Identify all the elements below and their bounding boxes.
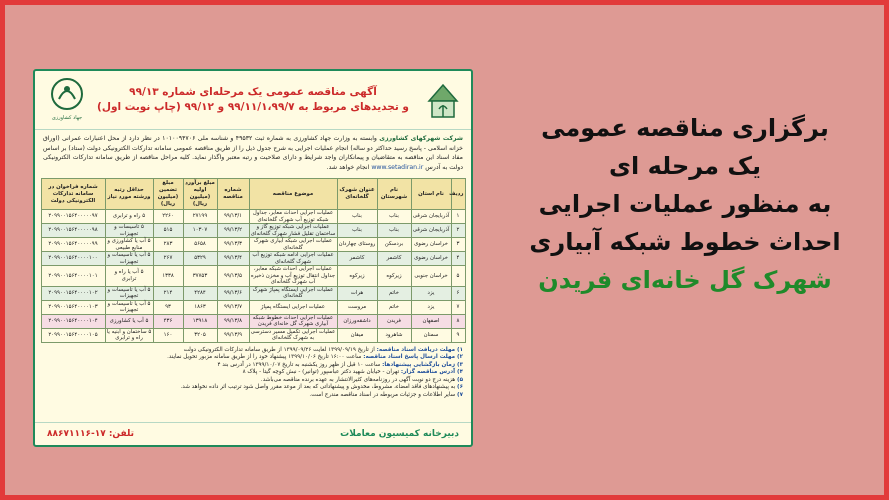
table-cell: ۹۹/۱۳/۳ xyxy=(217,238,249,252)
table-cell: ۵۱۵ xyxy=(153,224,183,238)
table-cell: ۹۹/۱۳/۴ xyxy=(217,252,249,266)
table-header-cell: نام شهرستان xyxy=(377,179,411,210)
table-cell: ۲۲۶۰ xyxy=(153,210,183,224)
notice-title-line1: آگهی مناقصه عمومی یک مرحله‌ای شماره ۹۹/۱۳ xyxy=(129,86,377,98)
headline-line4: احداث خطوط شبکه آبیاری xyxy=(529,228,841,256)
table-cell: ۲ xyxy=(451,224,465,238)
table-row xyxy=(41,300,465,314)
table-cell: یزد xyxy=(411,286,451,300)
table-cell: فریدن xyxy=(377,314,411,328)
intro-text: وابسته به وزارت جهاد کشاورزی به شماره ثبت ۴۹۵۳۲ و شناسه ملی ۱۰۱۰۰۹۴۷۰۶ در نظر دارد از محل اعتبارات عمرانی (اوراق خزانه اسلامی - پاسخ رسید حداکثر دو ساله) انجام عملیات اجرایی به شرح جدول ذیل را از طریق مناقصه عمومی سامانه تدارکات الکترونیکی دولت (ستاد) بر اساس مفاد اسناد این مناقصه به متقاضیان و پیمانکاران واجد شرایط و دارای صلاحیت و رتبه معتبر واگذار نماید. کلیه مراحل مناقصه از طریق سامانه تدارکات الکترونیکی دولت به آدرس xyxy=(43,135,463,171)
table-cell: ۱۶۰ xyxy=(153,328,183,342)
table-row xyxy=(41,238,465,252)
table-cell: آذربایجان شرقی xyxy=(411,210,451,224)
tender-notice xyxy=(33,69,473,447)
table-header-cell: مبلغ تضمین (میلیون ریال) xyxy=(153,179,183,210)
table-cell: خراسان جنوبی xyxy=(411,266,451,287)
table-row xyxy=(41,314,465,328)
table-cell: روستای چهاردان xyxy=(337,238,377,252)
table-cell: ۲۰۹۹۰۰۱۵۶۴۰۰۰۰۰۹۷ xyxy=(41,210,105,224)
logo-caption: جهاد کشاورزی xyxy=(51,115,83,121)
jihad-logo xyxy=(43,77,91,123)
table-cell: ۵ آب یا تاسیسات و تجهیزات xyxy=(105,300,153,314)
table-cell: داشقه‌ورزان xyxy=(337,314,377,328)
table-row xyxy=(41,210,465,224)
table-cell: عملیات اجرایی ادامه شبکه توزیع آب شهرک گلخانه‌ای xyxy=(249,252,337,266)
note-item xyxy=(43,392,463,400)
note-item xyxy=(43,384,463,392)
intro-org: شرکت شهرکهای کشاورزی xyxy=(379,135,463,142)
table-cell: خاتم xyxy=(377,300,411,314)
table-cell: ۹۹/۱۳/۸ xyxy=(217,314,249,328)
table-cell: ۴ xyxy=(451,252,465,266)
table-cell: ۱۳۳۸ xyxy=(153,266,183,287)
table-cell: ۶ xyxy=(451,286,465,300)
table-cell: بناب xyxy=(377,210,411,224)
table-cell: عملیات اجرایی احداث شبکه معابر، جداول انتقال توزیع آب و مخزن ذخیره آب شهرک گلخانه‌ای xyxy=(250,266,336,285)
signature: دبیرخانه کمیسیون معاملات xyxy=(340,429,459,439)
table-cell: شاهرود xyxy=(377,328,411,342)
table-cell: خراسان رضوی xyxy=(411,238,451,252)
phone-number: تلفن: ۱۷-۸۸۶۷۱۱۱۶ xyxy=(47,429,135,439)
table-cell: زیرکوه xyxy=(377,266,411,287)
table-cell: ۱ xyxy=(451,210,465,224)
note-text: هزینه درج دو نوبت آگهی در روزنامه‌های کثیرالانتشار به عهده برنده مناقصه می‌باشد. xyxy=(260,376,456,383)
note-text: ساعت ۱۶:۰۰ تاریخ ۱۳۹۹/۱۰/۰۶ پیشنهاد خود را از طریق سامانه مزبور تحویل نمایند. xyxy=(167,354,362,361)
table-cell: ۸ xyxy=(451,314,465,328)
table-cell: ۵ آب یا تاسیسات و تجهیزات xyxy=(105,286,153,300)
table-cell: بناب xyxy=(377,224,411,238)
notice-title-line2: و تجدیدهای مربوط به ۹۹/۱۱/۱،۹۹/۷ و ۹۹/۱۲ (چاپ نوبت اول) xyxy=(97,101,409,113)
table-cell: ۴۲۸۴ xyxy=(183,286,217,300)
table-cell: ۲۰۹۹۰۰۱۵۶۴۰۰۰۰۱۰۳ xyxy=(41,300,105,314)
table-header-cell: شماره مناقصه xyxy=(217,179,249,210)
notice-intro xyxy=(35,130,471,176)
table-cell: یزد xyxy=(411,300,451,314)
table-cell: خراسان رضوی xyxy=(411,252,451,266)
table-cell: ۹۳ xyxy=(153,300,183,314)
headline-line5: شهرک گل خانه‌ای فریدن xyxy=(538,266,832,294)
table-body xyxy=(41,210,465,343)
greenhouse-logo-icon xyxy=(423,77,463,123)
notice-notes xyxy=(35,343,471,409)
table-row xyxy=(41,224,465,238)
table-cell: ۵۶۵۸ xyxy=(183,238,217,252)
table-cell: میقان xyxy=(337,328,377,342)
note-item xyxy=(43,354,463,362)
table-cell: ۲۰۹۹۰۰۱۵۶۴۰۰۰۰۱۰۴ xyxy=(41,314,105,328)
table-cell: ۳۷۷۵۳ xyxy=(183,266,217,287)
table-cell: ۵ آب یا کشاورزی و منابع طبیعی xyxy=(105,238,153,252)
table-cell: ۹۹/۱۳/۲ xyxy=(217,224,249,238)
table-cell: ۱۸۶۳ xyxy=(183,300,217,314)
table-cell: خاتم xyxy=(377,286,411,300)
note-text: سایر اطلاعات و جزئیات مربوطه در اسناد مناقصه مندرج است. xyxy=(309,392,456,399)
note-label: ۲) مهلت ارسال پاسخ اسناد مناقصه: xyxy=(363,354,463,361)
headline-line2: یک مرحله ای xyxy=(609,152,761,180)
table-cell: سمنان xyxy=(411,328,451,342)
table-cell: عملیات اجرایی شبکه توزیع گاز و ساختمان تقلیل فشار شهرک گلخانه‌ای xyxy=(250,224,336,237)
table-cell: اصفهان xyxy=(411,314,451,328)
note-item xyxy=(43,347,463,355)
table-cell: ۱۳۹۱۸ xyxy=(183,314,217,328)
table-cell: عملیات اجرایی تکمیل مسیر دسترسی به شهرک گلخانه‌ای xyxy=(250,328,336,341)
table-cell: ۵ راه و ترابری xyxy=(105,210,153,224)
note-item xyxy=(43,369,463,377)
table-cell: ۹۹/۱۳/۶ xyxy=(217,286,249,300)
table-cell: ۲۰۹۹۰۰۱۵۶۴۰۰۰۰۰۹۹ xyxy=(41,238,105,252)
table-cell: آذربایجان شرقی xyxy=(411,224,451,238)
table-cell: ۵ آب یا کشاورزی xyxy=(105,314,153,328)
table-cell: ۲۰۹۹۰۰۱۵۶۴۰۰۰۰۱۰۲ xyxy=(41,286,105,300)
table-header-cell: عنوان شهرک گلخانه‌ای xyxy=(337,179,377,210)
note-text: تهران - خیابان شهید دکتر عباسپور (توانیر) - نبش کوچه گیتا - پلاک ۸ xyxy=(242,369,400,376)
note-label: ۶) xyxy=(457,384,463,391)
table-header-row xyxy=(41,179,465,210)
note-text: از تاریخ ۱۳۹۹/۰۹/۱۹ لغایت ۱۳۹۹/۰۹/۲۶ از طریق سامانه تدارکات الکترونیکی دولت xyxy=(183,346,375,353)
table-cell: ۲۰۹۹۰۰۱۵۶۴۰۰۰۰۱۰۵ xyxy=(41,328,105,342)
table-cell: ۲۰۹۹۰۰۱۵۶۴۰۰۰۰۱۰۰ xyxy=(41,252,105,266)
table-cell: بناب xyxy=(337,224,377,238)
table-row xyxy=(41,266,465,287)
table-cell: ۲۸۳ xyxy=(153,238,183,252)
table-cell: ۳۲۰۵ xyxy=(183,328,217,342)
note-label: ۵) xyxy=(457,376,463,383)
table-cell: زیرکوه xyxy=(337,266,377,287)
table-cell: ۵۳۲۹ xyxy=(183,252,217,266)
note-label: ۷) xyxy=(457,392,463,399)
table-cell: ۲۰۹۹۰۰۱۵۶۴۰۰۰۰۰۹۸ xyxy=(41,224,105,238)
notice-footer xyxy=(35,422,471,445)
intro-end: انجام خواهد شد. xyxy=(326,163,370,171)
table-cell: بناب xyxy=(337,210,377,224)
table-cell: عملیات اجرایی شبکه آبیاری شهرک گلخانه‌ای xyxy=(249,238,337,252)
table-cell: ۲۱۴ xyxy=(153,286,183,300)
table-header-cell: مبلغ برآورد اولیه (میلیون ریال) xyxy=(183,179,217,210)
table-cell: ۱۰۳۰۷ xyxy=(183,224,217,238)
table-cell: ۲۶۷ xyxy=(153,252,183,266)
intro-site: www.setadiran.ir xyxy=(371,163,424,171)
table-cell: ۷ xyxy=(451,300,465,314)
table-header-cell: موضوع مناقصه xyxy=(249,179,337,210)
table-header-cell: حداقل رتبه ورشته مورد نیاز xyxy=(105,179,153,210)
table-cell: کاشمر xyxy=(337,252,377,266)
jihad-logo-icon xyxy=(43,77,91,111)
table-cell: عملیات اجرایی احداث خطوط شبکه آبیاری شهرک گل خانه‌ای فریدن xyxy=(249,314,337,328)
tender-table xyxy=(41,178,466,343)
headline xyxy=(483,109,887,299)
table-cell: هرات xyxy=(337,286,377,300)
table-cell: عملیات اجرایی ایستگاه پمپاژ شهرک گلخانه‌ای xyxy=(249,286,337,300)
table-cell: مروست xyxy=(337,300,377,314)
table-cell: ۵ آب یا راه و ترابری xyxy=(105,266,153,287)
table-cell: عملیات اجرایی احداث معابر، جداول شبکه توزیع آب شهرک گلخانه‌ای xyxy=(249,210,337,224)
table-cell: ۵ ساختمان و ابنیه یا راه و ترابری xyxy=(106,328,152,341)
table-cell: ۵ xyxy=(451,266,465,287)
greenhouse-logo xyxy=(423,77,463,123)
table-header-cell: نام استان xyxy=(411,179,451,210)
table-cell: ۹۹/۱۳/۷ xyxy=(217,300,249,314)
note-text: به پیشنهادهای فاقد امضاء، مشروط، مخدوش و پیشنهاداتی که بعد از موعد مقرر واصل شود ترتیب اثر داده نخواهد شد. xyxy=(180,384,456,391)
table-cell: عملیات اجرایی ایستگاه پمپاژ xyxy=(249,300,337,314)
notice-header xyxy=(35,71,471,130)
headline-line1: برگزاری مناقصه عمومی xyxy=(541,114,829,142)
table-cell: بردسکن xyxy=(377,238,411,252)
table-row xyxy=(41,328,465,342)
table-cell: ۹۹/۱۳/۱ xyxy=(217,210,249,224)
table-cell: ۳ xyxy=(451,238,465,252)
table-cell: ۵ آب یا تاسیسات و تجهیزات xyxy=(105,252,153,266)
note-label: ۳) زمان بازگشایی پیشنهادها: xyxy=(382,361,463,368)
table-row xyxy=(41,252,465,266)
table-cell: ۹ xyxy=(451,328,465,342)
note-label: ۴) آدرس مناقصه گزار: xyxy=(400,369,463,376)
table-row xyxy=(41,286,465,300)
table-cell: ۹۹/۱۳/۹ xyxy=(217,328,249,342)
table-cell: ۲۰۹۹۰۰۱۵۶۴۰۰۰۰۱۰۱ xyxy=(41,266,105,287)
table-header-cell: ردیف xyxy=(451,179,465,210)
table-cell: ۲۷۱۹۹ xyxy=(183,210,217,224)
note-text: ساعت ۱۰ قبل از ظهر روز یکشنبه به تاریخ ۱۳۹۹/۱۰/۰۷ در آدرس بند ۴ xyxy=(217,361,381,368)
headline-line3: به منظور عملیات اجرایی xyxy=(538,190,832,218)
table-cell: کاشمر xyxy=(377,252,411,266)
table-cell: ۹۹/۱۳/۵ xyxy=(217,266,249,287)
notice-title xyxy=(95,85,411,115)
table-header-cell: شماره فراخوان در سامانه تدارکات الکترونیکی دولت xyxy=(41,179,105,210)
note-label: ۱) مهلت دریافت اسناد مناقصه: xyxy=(376,346,463,353)
table-cell: ۵ تاسیسات و تجهیزات xyxy=(105,224,153,238)
table-cell: ۴۳۶ xyxy=(153,314,183,328)
